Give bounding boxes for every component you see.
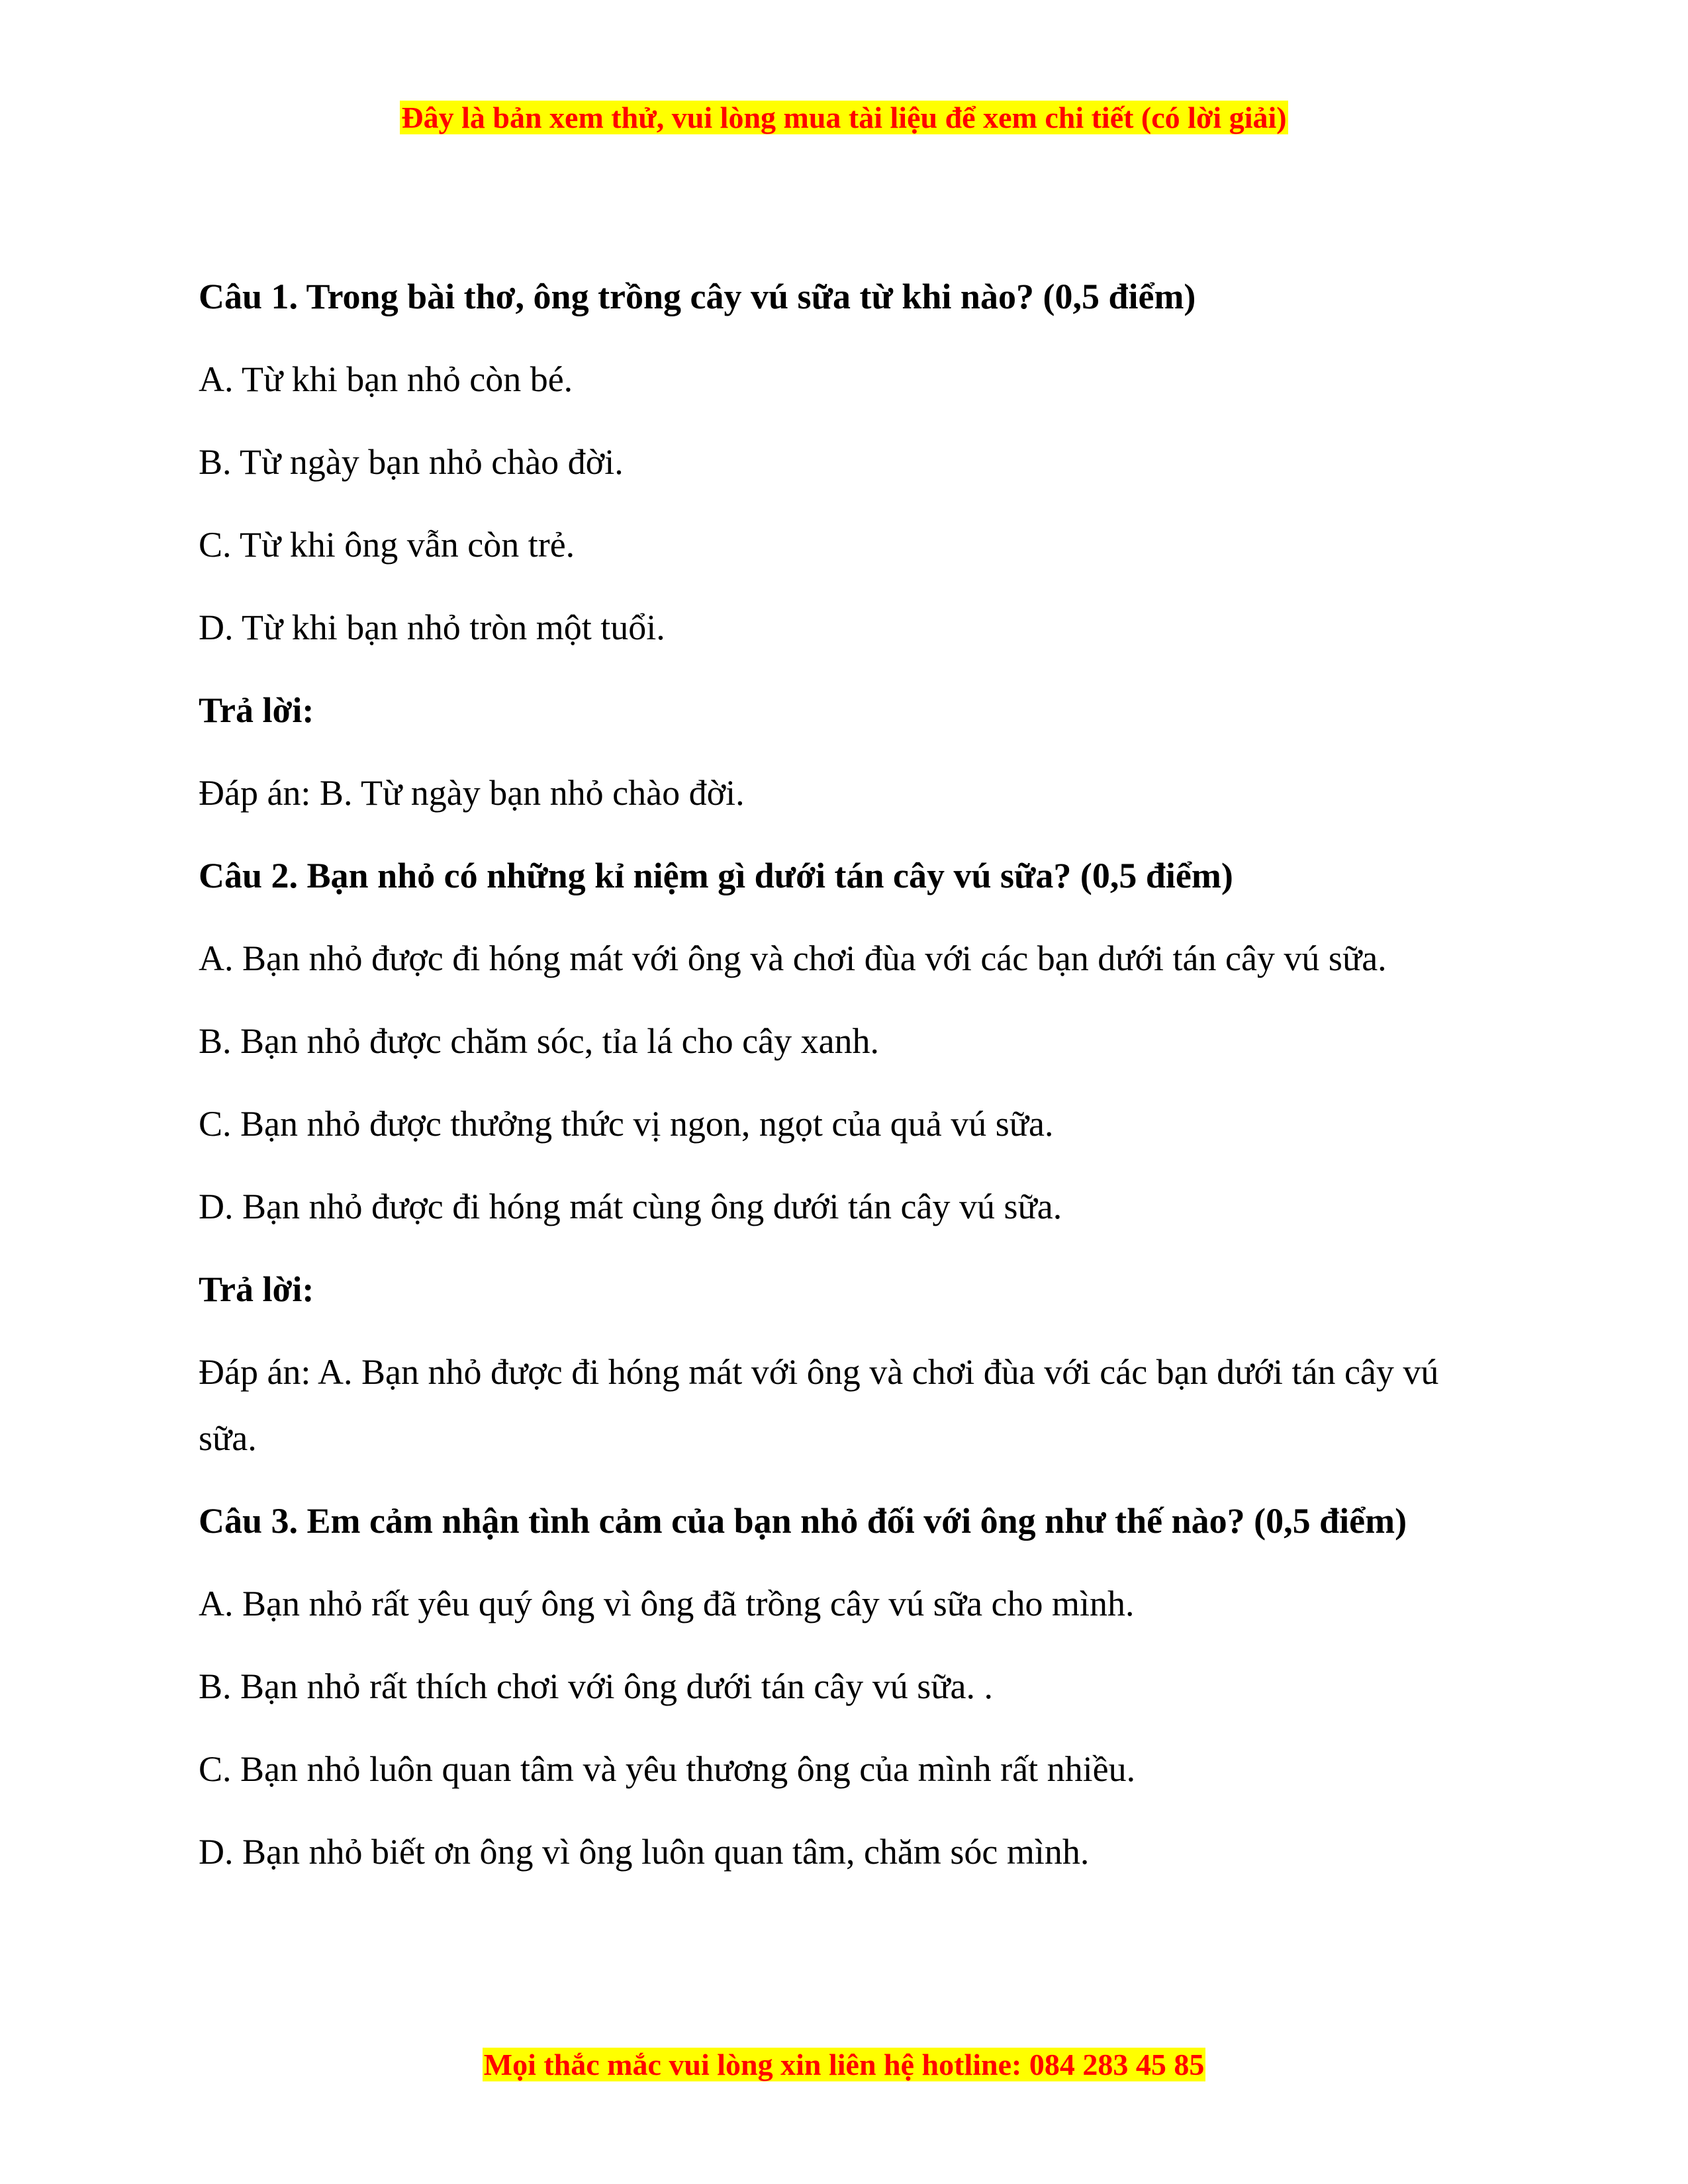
question-1-answer: Đáp án: B. Từ ngày bạn nhỏ chào đời. [199, 773, 745, 813]
question-2-answer-label: Trả lời: [199, 1269, 314, 1309]
question-1-title: Câu 1. Trong bài thơ, ông trồng cây vú sữa từ khi nào? (0,5 điểm) [199, 277, 1196, 316]
question-1-option-a: A. Từ khi bạn nhỏ còn bé. [199, 359, 573, 399]
question-2-option-b: B. Bạn nhỏ được chăm sóc, tỉa lá cho cây xanh. [199, 1021, 880, 1061]
question-2-option-c: C. Bạn nhỏ được thưởng thức vị ngon, ngọt của quả vú sữa. [199, 1104, 1054, 1144]
question-2-option-d: D. Bạn nhỏ được đi hóng mát cùng ông dưới tán cây vú sữa. [199, 1187, 1062, 1226]
preview-notice-text: Đây là bản xem thử, vui lòng mua tài liệu để xem chi tiết (có lời giải) [401, 101, 1287, 134]
question-1-option-b: B. Từ ngày bạn nhỏ chào đời. [199, 442, 624, 482]
question-3-option-b: B. Bạn nhỏ rất thích chơi với ông dưới tán cây vú sữa. . [199, 1666, 993, 1706]
question-1-option-d: D. Từ khi bạn nhỏ tròn một tuổi. [199, 608, 665, 647]
question-3-title: Câu 3. Em cảm nhận tình cảm của bạn nhỏ đối với ông như thế nào? (0,5 điểm) [199, 1501, 1407, 1541]
hotline-banner [0, 2045, 1688, 2085]
preview-notice-banner [0, 98, 1688, 138]
question-3-option-c: C. Bạn nhỏ luôn quan tâm và yêu thương ông của mình rất nhiều. [199, 1749, 1136, 1789]
question-2-title: Câu 2. Bạn nhỏ có những kỉ niệm gì dưới tán cây vú sữa? (0,5 điểm) [199, 856, 1233, 895]
document-body [199, 263, 1509, 1901]
question-1-option-c: C. Từ khi ông vẫn còn trẻ. [199, 525, 575, 565]
question-3-option-a: A. Bạn nhỏ rất yêu quý ông vì ông đã trồng cây vú sữa cho mình. [199, 1584, 1135, 1623]
question-3-option-d: D. Bạn nhỏ biết ơn ông vì ông luôn quan tâm, chăm sóc mình. [199, 1832, 1090, 1872]
question-2-answer: Đáp án: A. Bạn nhỏ được đi hóng mát với ông và chơi đùa với các bạn dưới tán cây vú sữa. [199, 1352, 1439, 1458]
hotline-text: Mọi thắc mắc vui lòng xin liên hệ hotline: 084 283 45 85 [483, 2048, 1205, 2081]
question-1-answer-label: Trả lời: [199, 690, 314, 730]
question-2-option-a: A. Bạn nhỏ được đi hóng mát với ông và chơi đùa với các bạn dưới tán cây vú sữa. [199, 938, 1387, 978]
